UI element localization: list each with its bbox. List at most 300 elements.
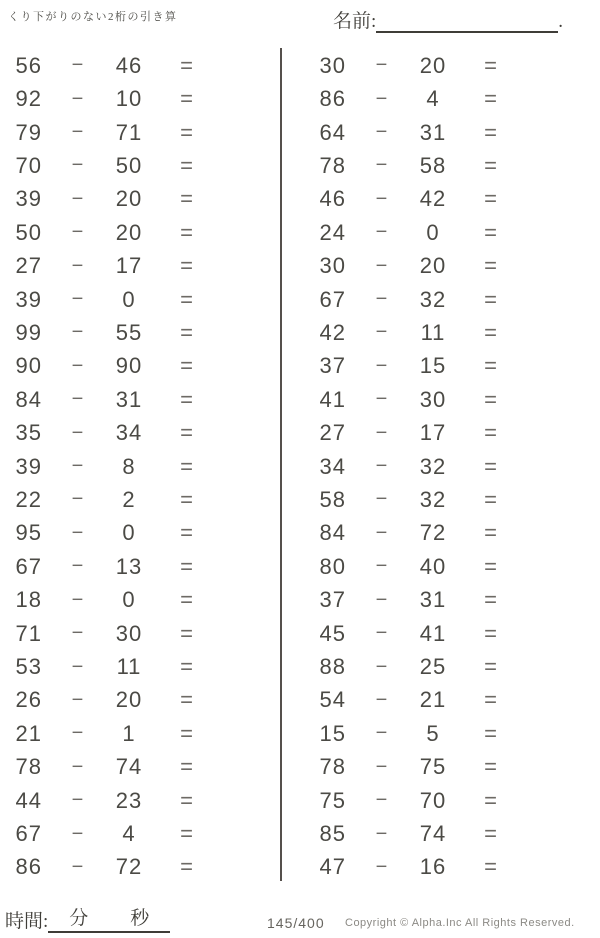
problem-row <box>314 550 576 583</box>
minus-operator-icon: − <box>375 288 389 311</box>
equals-sign: = <box>484 587 498 613</box>
answer-space[interactable] <box>230 353 272 379</box>
answer-space[interactable] <box>534 487 576 513</box>
minuend: 84 <box>15 386 42 412</box>
subtrahend: 20 <box>115 186 143 212</box>
subtrahend: 30 <box>419 386 447 412</box>
answer-space[interactable] <box>534 186 576 212</box>
subtrahend: 13 <box>115 553 143 579</box>
answer-space[interactable] <box>230 220 272 246</box>
subtrahend: 30 <box>115 620 143 646</box>
equals-sign: = <box>484 319 498 345</box>
minus-operator-icon: − <box>375 354 389 377</box>
equals-sign: = <box>180 353 194 379</box>
subtrahend: 75 <box>419 754 447 780</box>
answer-space[interactable] <box>534 53 576 79</box>
subtrahend: 72 <box>115 854 143 880</box>
problem-row <box>10 82 272 115</box>
minus-operator-icon: − <box>71 288 85 311</box>
subtrahend: 15 <box>419 353 447 379</box>
time-field <box>5 903 170 933</box>
equals-sign: = <box>484 520 498 546</box>
minuend: 39 <box>15 186 42 212</box>
problem-row <box>10 617 272 650</box>
problem-row <box>10 149 272 182</box>
minus-operator-icon: − <box>71 388 85 411</box>
minuend: 99 <box>15 319 42 345</box>
minuend: 42 <box>319 319 346 345</box>
equals-sign: = <box>180 319 194 345</box>
answer-space[interactable] <box>230 86 272 112</box>
problem-row <box>10 650 272 683</box>
equals-sign: = <box>180 787 194 813</box>
equals-sign: = <box>484 453 498 479</box>
minus-operator-icon: − <box>71 588 85 611</box>
minuend: 45 <box>319 620 346 646</box>
answer-space[interactable] <box>230 487 272 513</box>
subtrahend: 70 <box>419 787 447 813</box>
problem-row <box>10 183 272 216</box>
problems-column-left <box>10 49 272 884</box>
equals-sign: = <box>180 754 194 780</box>
equals-sign: = <box>484 186 498 212</box>
answer-space[interactable] <box>534 587 576 613</box>
equals-sign: = <box>484 754 498 780</box>
problem-row <box>314 584 576 617</box>
minus-operator-icon: − <box>71 154 85 177</box>
problem-row <box>314 49 576 82</box>
answer-space[interactable] <box>534 353 576 379</box>
minuend: 80 <box>319 553 346 579</box>
answer-space[interactable] <box>230 120 272 146</box>
problem-row <box>10 483 272 516</box>
equals-sign: = <box>180 119 194 145</box>
minuend: 54 <box>319 687 346 713</box>
minus-operator-icon: − <box>71 221 85 244</box>
subtrahend: 0 <box>122 286 136 312</box>
minuend: 26 <box>15 687 42 713</box>
answer-space[interactable] <box>534 120 576 146</box>
answer-space[interactable] <box>230 186 272 212</box>
subtrahend: 42 <box>419 186 447 212</box>
minuend: 47 <box>319 854 346 880</box>
problem-row <box>314 717 576 750</box>
minuend: 92 <box>15 86 42 112</box>
problem-row <box>314 650 576 683</box>
copyright-text: Copyright © Alpha.Inc All Rights Reserved. <box>345 917 575 929</box>
equals-sign: = <box>484 119 498 145</box>
answer-space[interactable] <box>534 253 576 279</box>
problem-row <box>10 316 272 349</box>
problem-row <box>314 751 576 784</box>
equals-sign: = <box>484 286 498 312</box>
minus-operator-icon: − <box>375 154 389 177</box>
equals-sign: = <box>180 86 194 112</box>
minus-operator-icon: − <box>375 688 389 711</box>
minus-operator-icon: − <box>71 755 85 778</box>
answer-space[interactable] <box>534 854 576 880</box>
minuend: 86 <box>15 854 42 880</box>
minus-operator-icon: − <box>71 555 85 578</box>
equals-sign: = <box>180 52 194 78</box>
minus-operator-icon: − <box>71 521 85 544</box>
problem-row <box>314 450 576 483</box>
problem-row <box>10 383 272 416</box>
equals-sign: = <box>180 152 194 178</box>
equals-sign: = <box>484 253 498 279</box>
minus-operator-icon: − <box>71 655 85 678</box>
answer-space[interactable] <box>230 387 272 413</box>
answer-space[interactable] <box>230 454 272 480</box>
answer-space[interactable] <box>534 520 576 546</box>
minus-operator-icon: − <box>375 488 389 511</box>
subtrahend: 55 <box>115 319 143 345</box>
answer-space[interactable] <box>534 454 576 480</box>
equals-sign: = <box>484 620 498 646</box>
problem-row <box>314 350 576 383</box>
minus-operator-icon: − <box>71 622 85 645</box>
equals-sign: = <box>484 152 498 178</box>
subtrahend: 25 <box>419 654 447 680</box>
answer-space[interactable] <box>534 86 576 112</box>
subtrahend: 16 <box>419 854 447 880</box>
answer-space[interactable] <box>534 554 576 580</box>
minus-operator-icon: − <box>71 789 85 812</box>
answer-space[interactable] <box>230 320 272 346</box>
subtrahend: 0 <box>426 219 440 245</box>
minus-operator-icon: − <box>71 87 85 110</box>
minuend: 27 <box>15 253 42 279</box>
answer-space[interactable] <box>230 687 272 713</box>
subtrahend: 32 <box>419 286 447 312</box>
problem-row <box>314 283 576 316</box>
minuend: 22 <box>15 486 42 512</box>
minuend: 44 <box>15 787 42 813</box>
name-label: 名前: <box>333 11 377 32</box>
problem-row <box>10 784 272 817</box>
subtrahend: 34 <box>115 420 143 446</box>
minus-operator-icon: − <box>71 855 85 878</box>
equals-sign: = <box>484 219 498 245</box>
minus-operator-icon: − <box>375 755 389 778</box>
problem-row <box>314 817 576 850</box>
minuend: 58 <box>319 486 346 512</box>
problem-row <box>10 450 272 483</box>
subtrahend: 20 <box>419 52 447 78</box>
answer-space[interactable] <box>230 654 272 680</box>
equals-sign: = <box>180 420 194 446</box>
answer-space[interactable] <box>534 821 576 847</box>
minus-operator-icon: − <box>375 655 389 678</box>
time-input-line[interactable] <box>48 903 170 933</box>
answer-space[interactable] <box>534 654 576 680</box>
name-input-line[interactable] <box>376 9 558 33</box>
subtrahend: 32 <box>419 453 447 479</box>
minus-operator-icon: − <box>71 121 85 144</box>
minuend: 78 <box>319 754 346 780</box>
problem-row <box>10 584 272 617</box>
subtrahend: 4 <box>122 821 136 847</box>
answer-space[interactable] <box>230 821 272 847</box>
name-field <box>333 6 563 33</box>
equals-sign: = <box>180 453 194 479</box>
subtrahend: 17 <box>419 420 447 446</box>
equals-sign: = <box>484 353 498 379</box>
problem-row <box>10 751 272 784</box>
minus-operator-icon: − <box>375 789 389 812</box>
answer-space[interactable] <box>534 287 576 313</box>
minuend: 78 <box>15 754 42 780</box>
equals-sign: = <box>180 854 194 880</box>
minuend: 88 <box>319 654 346 680</box>
problem-row <box>314 116 576 149</box>
minuend: 95 <box>15 520 42 546</box>
answer-space[interactable] <box>534 788 576 814</box>
problem-row <box>314 483 576 516</box>
column-divider <box>280 48 282 881</box>
subtrahend: 74 <box>419 821 447 847</box>
minus-operator-icon: − <box>375 187 389 210</box>
answer-space[interactable] <box>230 587 272 613</box>
equals-sign: = <box>484 553 498 579</box>
problem-row <box>10 350 272 383</box>
answer-space[interactable] <box>534 621 576 647</box>
problem-row <box>314 149 576 182</box>
minuend: 71 <box>15 620 42 646</box>
problem-row <box>314 82 576 115</box>
minuend: 85 <box>319 821 346 847</box>
equals-sign: = <box>180 486 194 512</box>
subtrahend: 31 <box>115 386 143 412</box>
answer-space[interactable] <box>230 253 272 279</box>
minus-operator-icon: − <box>71 688 85 711</box>
minus-operator-icon: − <box>375 455 389 478</box>
page-number: 145/400 <box>267 915 325 931</box>
equals-sign: = <box>484 52 498 78</box>
equals-sign: = <box>180 520 194 546</box>
answer-space[interactable] <box>230 754 272 780</box>
minus-operator-icon: − <box>71 321 85 344</box>
minus-operator-icon: − <box>375 521 389 544</box>
subtrahend: 4 <box>426 86 440 112</box>
subtrahend: 20 <box>115 219 143 245</box>
minuend: 50 <box>15 219 42 245</box>
equals-sign: = <box>180 286 194 312</box>
minus-operator-icon: − <box>375 555 389 578</box>
subtrahend: 5 <box>426 720 440 746</box>
problem-row <box>314 216 576 249</box>
equals-sign: = <box>180 553 194 579</box>
problem-row <box>10 817 272 850</box>
minus-operator-icon: − <box>71 54 85 77</box>
minutes-label: 分 <box>69 908 89 929</box>
problem-row <box>10 717 272 750</box>
minus-operator-icon: − <box>375 855 389 878</box>
problem-row <box>314 851 576 884</box>
subtrahend: 40 <box>419 553 447 579</box>
minus-operator-icon: − <box>375 722 389 745</box>
problem-row <box>314 249 576 282</box>
problem-row <box>10 416 272 449</box>
answer-space[interactable] <box>230 721 272 747</box>
problem-row <box>10 550 272 583</box>
minuend: 56 <box>15 52 42 78</box>
equals-sign: = <box>180 386 194 412</box>
minuend: 67 <box>319 286 346 312</box>
minus-operator-icon: − <box>375 388 389 411</box>
subtrahend: 10 <box>115 86 143 112</box>
name-line-period: . <box>558 11 564 32</box>
equals-sign: = <box>484 654 498 680</box>
problem-row <box>10 684 272 717</box>
answer-space[interactable] <box>534 387 576 413</box>
subtrahend: 17 <box>115 253 143 279</box>
problem-row <box>10 49 272 82</box>
worksheet-title: くり下がりのない2桁の引き算 <box>8 11 178 23</box>
minuend: 39 <box>15 453 42 479</box>
minus-operator-icon: − <box>71 488 85 511</box>
problem-row <box>314 784 576 817</box>
minus-operator-icon: − <box>375 54 389 77</box>
equals-sign: = <box>180 587 194 613</box>
minuend: 39 <box>15 286 42 312</box>
minus-operator-icon: − <box>71 254 85 277</box>
equals-sign: = <box>180 186 194 212</box>
minus-operator-icon: − <box>71 722 85 745</box>
minuend: 78 <box>319 152 346 178</box>
equals-sign: = <box>484 687 498 713</box>
minuend: 34 <box>319 453 346 479</box>
minuend: 70 <box>15 152 42 178</box>
answer-space[interactable] <box>534 420 576 446</box>
problem-row <box>10 249 272 282</box>
problem-row <box>10 517 272 550</box>
minus-operator-icon: − <box>71 421 85 444</box>
seconds-label: 秒 <box>130 908 150 929</box>
subtrahend: 11 <box>116 654 142 680</box>
answer-space[interactable] <box>230 420 272 446</box>
subtrahend: 1 <box>122 720 136 746</box>
minuend: 37 <box>319 353 346 379</box>
minuend: 41 <box>319 386 346 412</box>
subtrahend: 58 <box>419 152 447 178</box>
problem-row <box>314 517 576 550</box>
minuend: 84 <box>319 520 346 546</box>
answer-space[interactable] <box>534 687 576 713</box>
problem-row <box>10 216 272 249</box>
equals-sign: = <box>180 620 194 646</box>
minuend: 18 <box>15 587 42 613</box>
minuend: 24 <box>319 219 346 245</box>
answer-space[interactable] <box>534 153 576 179</box>
answer-space[interactable] <box>230 53 272 79</box>
problem-row <box>314 617 576 650</box>
subtrahend: 50 <box>115 152 143 178</box>
answer-space[interactable] <box>534 721 576 747</box>
subtrahend: 20 <box>115 687 143 713</box>
minuend: 30 <box>319 253 346 279</box>
minuend: 30 <box>319 52 346 78</box>
minuend: 46 <box>319 186 346 212</box>
answer-space[interactable] <box>230 788 272 814</box>
answer-space[interactable] <box>534 320 576 346</box>
subtrahend: 20 <box>419 253 447 279</box>
problem-row <box>314 383 576 416</box>
minuend: 67 <box>15 821 42 847</box>
minuend: 64 <box>319 119 346 145</box>
equals-sign: = <box>180 720 194 746</box>
minus-operator-icon: − <box>71 187 85 210</box>
problem-row <box>314 183 576 216</box>
subtrahend: 31 <box>419 119 447 145</box>
subtrahend: 31 <box>419 587 447 613</box>
minus-operator-icon: − <box>375 121 389 144</box>
subtrahend: 32 <box>419 486 447 512</box>
answer-space[interactable] <box>534 220 576 246</box>
minuend: 53 <box>15 654 42 680</box>
minus-operator-icon: − <box>375 822 389 845</box>
minuend: 75 <box>319 787 346 813</box>
subtrahend: 72 <box>419 520 447 546</box>
equals-sign: = <box>484 854 498 880</box>
minuend: 15 <box>319 720 346 746</box>
minuend: 90 <box>15 353 42 379</box>
problem-row <box>10 851 272 884</box>
equals-sign: = <box>484 386 498 412</box>
minuend: 86 <box>319 86 346 112</box>
problem-row <box>10 283 272 316</box>
equals-sign: = <box>484 420 498 446</box>
minus-operator-icon: − <box>375 254 389 277</box>
answer-space[interactable] <box>230 554 272 580</box>
subtrahend: 71 <box>115 119 143 145</box>
answer-space[interactable] <box>230 153 272 179</box>
equals-sign: = <box>484 821 498 847</box>
minuend: 79 <box>15 119 42 145</box>
equals-sign: = <box>180 253 194 279</box>
minus-operator-icon: − <box>375 622 389 645</box>
subtrahend: 8 <box>122 453 136 479</box>
problem-row <box>314 316 576 349</box>
equals-sign: = <box>180 654 194 680</box>
subtrahend: 0 <box>122 587 136 613</box>
problems-column-right <box>314 49 576 884</box>
equals-sign: = <box>484 787 498 813</box>
problem-row <box>10 116 272 149</box>
minuend: 21 <box>15 720 42 746</box>
equals-sign: = <box>180 687 194 713</box>
subtrahend: 90 <box>115 353 143 379</box>
minuend: 37 <box>319 587 346 613</box>
minus-operator-icon: − <box>71 822 85 845</box>
minuend: 35 <box>15 420 42 446</box>
subtrahend: 0 <box>122 520 136 546</box>
minus-operator-icon: − <box>375 321 389 344</box>
subtrahend: 21 <box>419 687 447 713</box>
subtrahend: 46 <box>115 52 143 78</box>
minus-operator-icon: − <box>375 421 389 444</box>
answer-space[interactable] <box>534 754 576 780</box>
problem-row <box>314 684 576 717</box>
answer-space[interactable] <box>230 520 272 546</box>
minus-operator-icon: − <box>375 221 389 244</box>
minus-operator-icon: − <box>71 455 85 478</box>
answer-space[interactable] <box>230 854 272 880</box>
equals-sign: = <box>484 486 498 512</box>
time-label: 時間: <box>5 911 49 932</box>
answer-space[interactable] <box>230 287 272 313</box>
answer-space[interactable] <box>230 621 272 647</box>
